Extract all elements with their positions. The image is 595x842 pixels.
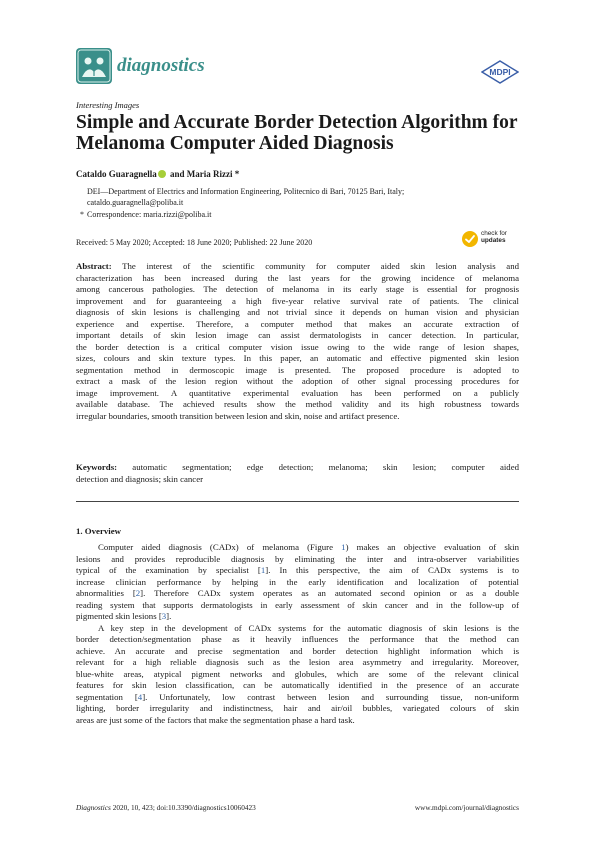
citation-link[interactable]: 2 [135,588,141,598]
check-updates-icon [461,230,479,248]
keywords [76,462,519,485]
footer-journal: Diagnostics [76,803,111,812]
citation-link[interactable]: 3 [161,611,167,621]
keywords-label: Keywords: [76,462,118,472]
body-line: typical of the examination by specialist [1]. In this perspective, the aim of CADx systems is to [76,565,519,575]
body-text [76,542,519,726]
publisher-name: MDPI [489,67,511,77]
paper-title: Simple and Accurate Border Detection Algorithm for Melanoma Computer Aided Diagnosis [76,112,518,154]
abstract [76,261,519,422]
affiliation-line: DEI—Department of Electrics and Information Engineering, Politecnico di Bari, 70125 Bari, Italy; [87,187,405,196]
correspondence-line [76,209,519,220]
body-line: reading system that supports dermatologists in early assessment of skin cancer and in the follow-up of [76,599,519,610]
abstract-line: segmentation method in dermoscopic image is presented. The proposed procedure is adopted to [76,364,519,375]
journal-name: diagnostics [117,55,205,76]
body-line: pigmented skin lesions [3]. [76,611,172,621]
body-line: lighting, border irregularity and indistinctness, hair and air/oil bubbles, variegated colours of skin [76,703,519,713]
body-line: segmentation [4]. Unfortunately, low contrast between lesion and surrounding tissue, non-uniform [76,691,519,702]
abstract-line: important details of skin lesion image can assist dermatologists in cancer detection. In particular, [76,330,519,340]
body-line: areas are just some of the factors that make the segmentation phase a hard task. [76,714,355,725]
citation-link[interactable]: 4 [137,691,143,702]
page-header [76,48,519,88]
author-name: Cataldo Guaragnella [76,169,157,179]
abstract-label: Abstract: [76,261,112,271]
paragraph [76,542,519,623]
abstract-line: the border detection is a critical computer vision issue owing to the wide range of lesion shapes, [76,341,519,352]
body-line: increase clinician performance by helping in the early identification and localization of potential [76,576,519,587]
footer-url[interactable]: www.mdpi.com/journal/diagnostics [414,803,519,812]
body-line: lesions and provides reproducible diagnosis by eliminating the inter and intra-observer variabilities [76,553,519,564]
author-name: Maria Rizzi * [186,169,240,179]
abstract-line: irregular boundaries, smooth transition between lesion and skin, noise and artifact presence. [76,410,400,421]
abstract-line: extract a mask of the lesion region without the adoption of other signal processing procedures for [76,376,519,386]
orcid-icon[interactable] [158,170,166,178]
abstract-line: Abstract: The interest of the scientific community for computer aided skin lesion analysis and [76,261,519,271]
keywords-line: Keywords: automatic segmentation; edge detection; melanoma; skin lesion; computer aided [76,462,519,472]
abstract-line: among cancerous pathologies. The detection of melanoma in its early stage is essential for prognosis [76,284,519,294]
article-type: Interesting Images [76,100,140,110]
footer-citation: Diagnostics 2020, 10, 423; doi:10.3390/diagnostics10060423 [76,803,256,812]
author-connector: and [170,169,185,179]
body-line: border detection/segmentation phase as it heavily influences the performance that the method can [76,634,519,644]
author-email[interactable]: cataldo.guaragnella@poliba.it [87,198,184,208]
affiliations [76,186,519,220]
section-divider [76,501,519,502]
body-line: abnormalities [2]. Therefore CADx system operates as an automated second opinion or as a double [76,588,519,598]
abstract-line: available database. The achieved results show the method validity and its high robustness towards [76,399,519,409]
abstract-line: image improvement. A quantitative experimental evaluation has been performed on a publicly [76,387,519,398]
body-line: A key step in the development of CADx systems for the automatic diagnosis of skin lesions is the [98,622,519,633]
diagnostics-logo-icon [76,48,112,84]
section-heading: 1. Overview [76,526,121,536]
keywords-line: detection and diagnosis; skin cancer [76,473,204,484]
correspondence-text[interactable]: Correspondence: maria.rizzi@poliba.it [87,209,212,219]
abstract-line: characterization has been increased during the last years for the growing incidence of melanoma [76,272,519,283]
abstract-line: diagnosis of skin lesions is challenging and not trivial since it depends on human vision and physician [76,307,519,317]
paragraph [76,623,519,727]
mdpi-logo-icon [481,60,519,84]
body-line: features for skin lesion classification, can be automatically identified in the presence of an accurate [76,680,519,690]
citation-link[interactable]: 1 [260,565,266,575]
check-updates-label: check for updates [481,230,507,245]
author-list [76,169,519,179]
body-line: relevant for a high reliable diagnosis such as the lesion area asymmetry and irregularity. Moreover, [76,657,519,667]
publication-dates: Received: 5 May 2020; Accepted: 18 June 2020; Published: 22 June 2020 [76,238,313,247]
correspondence-mark: * [80,209,84,219]
body-line: blue-white areas, atypical pigment networks and globules, which are some of the relevant clinical [76,668,519,679]
check-for-updates-badge[interactable] [461,229,521,249]
body-line: achieve. An accurate and precise segmentation and border detection highlight information which is [76,645,519,656]
citation-link[interactable]: 1 [341,542,346,552]
abstract-line: sizes, colours and skin texture types. In this paper, an automatic and effective pigmented skin lesion [76,353,519,363]
body-line: Computer aided diagnosis (CADx) of melanoma (Figure 1) makes an objective evaluation of skin [98,542,519,552]
abstract-line: experience and expertise. Therefore, a computer method that makes an accurate extraction of [76,318,519,329]
abstract-line: improvement and for guaranteeing a high five-year relative survival rate of patients. The clinical [76,295,519,306]
